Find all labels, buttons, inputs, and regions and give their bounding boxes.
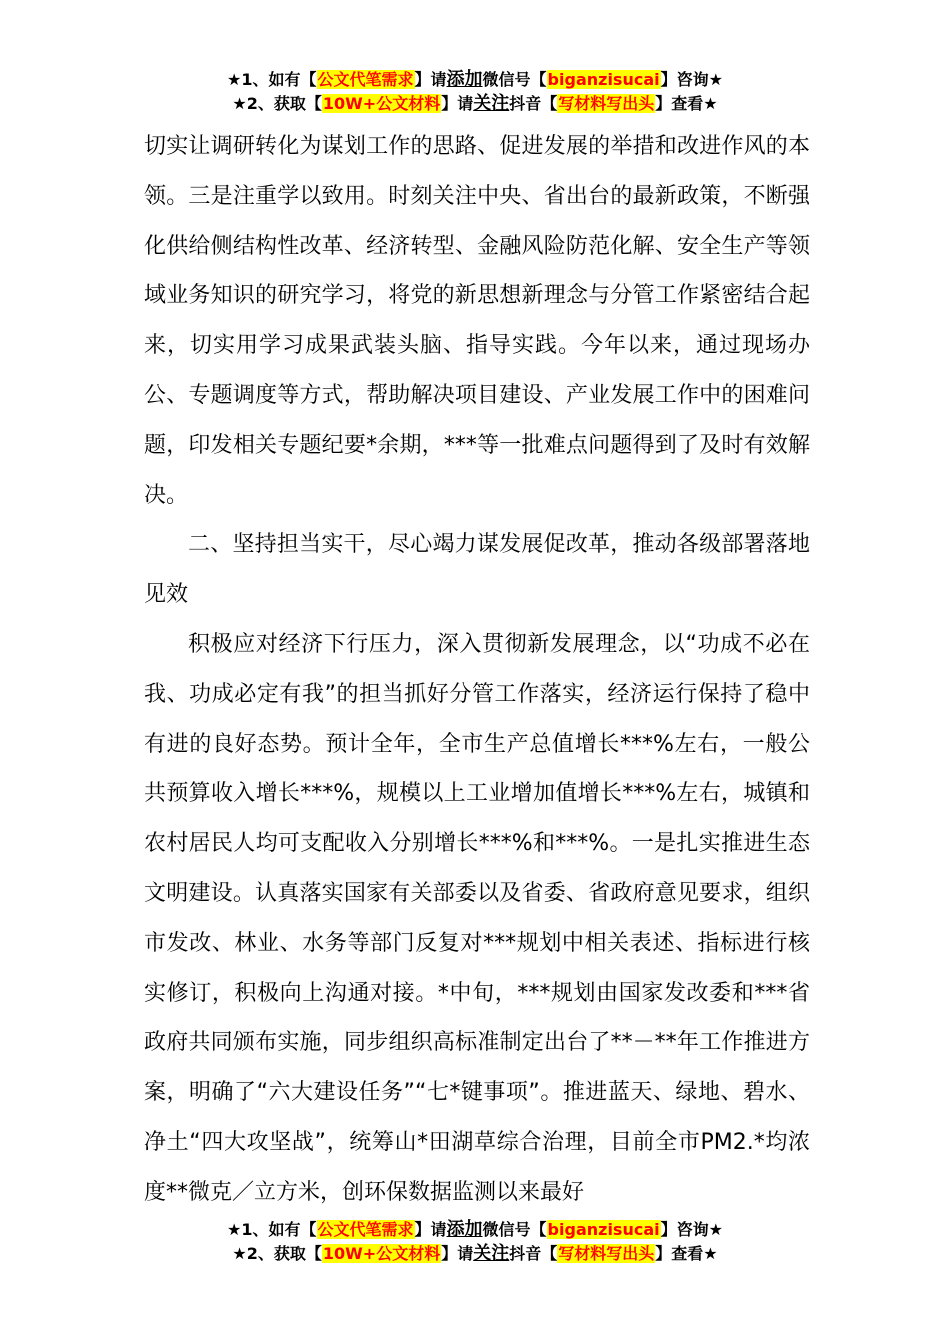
body-paragraph-economy: 积极应对经济下行压力，深入贯彻新发展理念，以“功成不必在我、功成必定有我”的担当抓好分管工作落实，经济运行保持了稳中有进的良好态势。预计全年，全市生产总值增长***%左右，一般公共预算收入增长***%，规模以上工业增加值增长***%左右，城镇和农村居民人均可支配收入分别增长***%和***%。一是扎实推进生态文明建设。认真落实国家有关部委以及省委、省政府意见要求，组织市发改、林业、水务等部门反复对***规划中相关表述、指标进行核实修订，积极向上沟通对接。*中旬，***规划由国家发改委和***省政府共同颁布实施，同步组织高标准制定出台了**－**年工作推进方案，明确了“六大建设任务”“七*键事项”。推进蓝天、绿地、碧水、净土“四大攻坚战”，统筹山*田湖草综合治理，目前全市PM2.*均浓度**微克／立方米，创环保数据监测以来最好 bbox=[144, 631, 810, 1205]
footer-ad-wechat-id: biganzisucai bbox=[547, 1220, 660, 1239]
header-ad-line-1 bbox=[0, 68, 950, 92]
footer-ad-line-2-suffix: 】查看★ bbox=[655, 1244, 718, 1263]
footer-ad-line-1-suffix: 】咨询★ bbox=[660, 1220, 723, 1239]
footer-ad-follow-emphasis: 关注 bbox=[473, 1243, 510, 1264]
footer-ad-line-2-middle-2: 抖音【 bbox=[509, 1244, 558, 1263]
header-ad-line-2-middle: 】请 bbox=[441, 94, 474, 113]
header-ad-line-2 bbox=[0, 92, 950, 116]
footer-ad-materials-highlight: 10W+公文材料 bbox=[322, 1244, 441, 1263]
header-ad-line-1-prefix: ★1、如有【 bbox=[227, 70, 317, 89]
header-ad-line-1-middle-2: 微信号【 bbox=[482, 70, 547, 89]
header-ad-line-1-suffix: 】咨询★ bbox=[660, 70, 723, 89]
header-ad-douyin-account: 写材料写出头 bbox=[558, 94, 655, 113]
footer-ad-line-1-middle-2: 微信号【 bbox=[482, 1220, 547, 1239]
footer-ad-banner bbox=[0, 1218, 950, 1266]
document-body bbox=[144, 122, 810, 1218]
header-ad-line-2-suffix: 】查看★ bbox=[655, 94, 718, 113]
footer-ad-line-2-middle: 】请 bbox=[441, 1244, 474, 1263]
header-ad-service-highlight: 公文代笔需求 bbox=[317, 70, 414, 89]
header-ad-materials-highlight: 10W+公文材料 bbox=[322, 94, 441, 113]
footer-ad-line-2 bbox=[0, 1242, 950, 1266]
header-ad-wechat-id: biganzisucai bbox=[547, 70, 660, 89]
footer-ad-douyin-account: 写材料写出头 bbox=[558, 1244, 655, 1263]
footer-ad-line-2-prefix: ★2、获取【 bbox=[232, 1244, 322, 1263]
footer-ad-line-1-prefix: ★1、如有【 bbox=[227, 1220, 317, 1239]
header-ad-add-emphasis: 添加 bbox=[446, 69, 483, 90]
header-ad-line-2-prefix: ★2、获取【 bbox=[232, 94, 322, 113]
footer-ad-add-emphasis: 添加 bbox=[446, 1219, 483, 1240]
footer-ad-line-1 bbox=[0, 1218, 950, 1242]
header-ad-line-2-middle-2: 抖音【 bbox=[509, 94, 558, 113]
header-ad-follow-emphasis: 关注 bbox=[473, 93, 510, 114]
header-ad-banner bbox=[0, 68, 950, 116]
footer-ad-service-highlight: 公文代笔需求 bbox=[317, 1220, 414, 1239]
section-heading-two: 二、坚持担当实干，尽心竭力谋发展促改革，推动各级部署落地见效 bbox=[144, 532, 810, 608]
footer-ad-line-1-middle: 】请 bbox=[414, 1220, 447, 1239]
body-paragraph-continuation: 切实让调研转化为谋划工作的思路、促进发展的举措和改进作风的本领。三是注重学以致用。时刻关注中央、省出台的最新政策，不断强化供给侧结构性改革、经济转型、金融风险防范化解、安全生产等领域业务知识的研究学习，将党的新思想新理念与分管工作紧密结合起来，切实用学习成果武装头脑、指导实践。今年以来，通过现场办公、专题调度等方式，帮助解决项目建设、产业发展工作中的困难问题，印发相关专题纪要*余期，***等一批难点问题得到了及时有效解决。 bbox=[144, 134, 810, 508]
header-ad-line-1-middle: 】请 bbox=[414, 70, 447, 89]
